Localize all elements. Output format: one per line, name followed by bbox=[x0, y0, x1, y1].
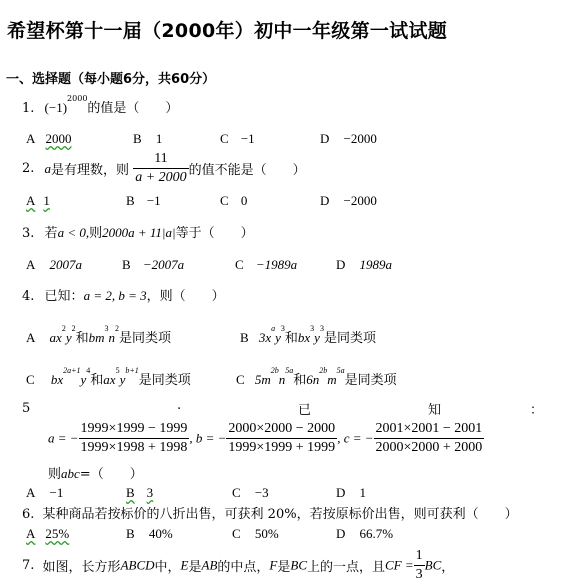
q6-option-b: B 40% bbox=[126, 526, 173, 541]
question-1 bbox=[22, 94, 179, 116]
q6-option-c: C 50% bbox=[232, 526, 279, 541]
q6-text: 某种商品若按标价的八折出售，可获利 20%，若按原标价出售，则可获利（ ） bbox=[42, 507, 518, 522]
q5-equations: a = − $\frac{1999\times 1999 - 1999}{1999\times 1998 + 1998}$ , b = − $\frac{2000\times 2000 - 2000}{1999\times 1999 + 1999}$ , c = − $\frac{2001\times 2001 - 2001}{2000\times 2000 + 2000}$ bbox=[48, 421, 483, 455]
question-7: 7. 如图，长方形ABCD中，E是AB的中点，F是BC上的一点，且CF = $\frac{1}{3}$ BC， bbox=[22, 548, 455, 582]
q5-option-a: A −1 bbox=[26, 485, 64, 500]
q7-fraction: $\frac{1}{3}$ bbox=[415, 548, 423, 582]
q5-option-c: C −3 bbox=[232, 485, 269, 500]
q3-option-b: B −2007a bbox=[122, 257, 185, 272]
q2-option-b: B −1 bbox=[126, 193, 161, 208]
q3-expression: 2000a + 11|a| bbox=[102, 225, 176, 240]
q5-fraction-a: $\frac{1999\times 1999 - 1999}{1999\times 1998 + 1998}$ bbox=[80, 421, 188, 455]
q2-var: a bbox=[44, 160, 52, 176]
q5-option-d: D 1 bbox=[336, 485, 367, 500]
q1-exponent: 2000 bbox=[67, 94, 88, 103]
q1-option-b: B 1 bbox=[133, 131, 163, 146]
q5-question: 则abc=（ ） bbox=[48, 466, 143, 482]
q5-number: 5 bbox=[22, 401, 31, 416]
q5-fraction-b: $\frac{2000\times 2000 - 2000}{1999\times 1999 + 1999}$ bbox=[228, 421, 336, 455]
q4-option-b: B $3x^ay^3$和$bx^3y^3$是同类项 bbox=[240, 324, 376, 346]
q4-option-a: A $ax^2y^2$和$bm^3n^2$是同类项 bbox=[26, 324, 172, 346]
q5-option-b: B 3 bbox=[126, 485, 154, 500]
q3-option-a: A 2007a bbox=[26, 257, 83, 272]
page-title: 希望杯第十一届（2000年）初中一年级第一试试题 bbox=[7, 20, 448, 42]
question-4: 4. 已知：a = 2, b = 3，则（ ） bbox=[22, 288, 225, 304]
q2-option-d: D −2000 bbox=[320, 193, 377, 208]
q2-option-c: C 0 bbox=[220, 193, 248, 208]
question-6: 6. 某种商品若按标价的八折出售，可获利 20%，若按原标价出售，则可获利（ ） bbox=[22, 507, 518, 522]
q1-base: (−1) bbox=[44, 100, 68, 115]
q1-option-d: D −2000 bbox=[320, 131, 377, 146]
q1-number: 1. bbox=[22, 101, 35, 116]
section-heading: 一、选择题（每小题6分，共60分） bbox=[6, 72, 216, 87]
question-3: 3. 若a < 0,则2000a + 11|a|等于（ ） bbox=[22, 225, 254, 241]
q5-fraction-c: $\frac{2001\times 2001 - 2001}{2000\times 2000 + 2000}$ bbox=[375, 421, 483, 455]
q1-option-c: C −1 bbox=[220, 131, 255, 146]
q6-option-d: D 66.7% bbox=[336, 526, 394, 541]
q3-option-d: D 1989a bbox=[336, 257, 393, 272]
q2-option-a: A 1 bbox=[26, 193, 50, 208]
q5-zhi: 知 bbox=[428, 403, 442, 418]
q5-yi: 已 bbox=[298, 403, 312, 418]
q4-option-c: C $bx^{2a+1}y^4$和$ax^5y^{b+1}$是同类项 bbox=[26, 366, 191, 388]
q6-option-a: A 25% bbox=[26, 526, 70, 541]
q3-option-c: C −1989a bbox=[235, 257, 298, 272]
q4-condition: a = 2, b = 3 bbox=[83, 288, 147, 303]
question-2: 2. a是有理数，则 $\frac{11}{a + 2000}$ 的值不能是（ ） bbox=[22, 151, 306, 185]
q4-option-d: C $5m^{2b}n^{5a}$和$6n^{2b}m^{5a}$是同类项 bbox=[236, 366, 397, 388]
q2-fraction bbox=[133, 151, 188, 186]
q5-colon: ： bbox=[530, 403, 544, 418]
q2-number: 2. bbox=[22, 161, 35, 176]
q2-frac-numerator: 11 bbox=[154, 151, 168, 166]
q1-option-a: A 2000 bbox=[26, 131, 72, 146]
q5-dot: . bbox=[177, 398, 182, 413]
q1-text: 的值是（ ） bbox=[87, 101, 179, 116]
q3-condition: a < 0, bbox=[57, 225, 90, 240]
q2-frac-denominator: a + 2000 bbox=[135, 170, 187, 185]
